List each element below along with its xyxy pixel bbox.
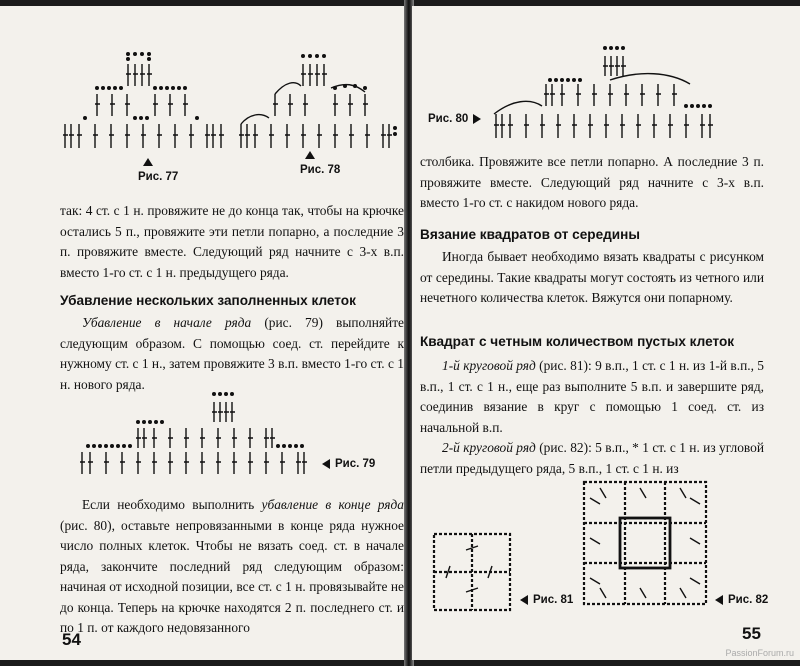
figure-80-caption: Рис. 80 bbox=[428, 113, 481, 125]
right-page bbox=[412, 6, 800, 660]
paragraph-3 bbox=[420, 356, 764, 479]
paragraph-3-text: (рис. 80), оставьте непровязанными в конце ряда нужное число полных клеток. Чтобы не вязать соед. ст. в начале ряда, закончите последний ряд следующим образом: начиная от исходной позиции, все ст. с 1 н. провязывайте не до конца. Теперь на крючке находятся 2 п. последнего ст. и по 1 п. от каждого недовязанного bbox=[60, 517, 404, 635]
left-page bbox=[0, 6, 406, 660]
paragraph-3-emphasis: убавление в конце ряда bbox=[261, 497, 404, 512]
paragraph-1: столбика. Провяжите все петли попарно. А последние 3 п. провяжите вместе. Следующий ряд начните с 3-х в.п. вместо 1-го ст. с накидом нового ряда. bbox=[420, 154, 764, 210]
figure-77-chart bbox=[55, 46, 255, 156]
paragraph-3-lead: Если необходимо выполнить bbox=[82, 497, 262, 512]
figure-81-caption: Рис. 81 bbox=[520, 594, 573, 606]
paragraph-2-emphasis: Убавление в начале ряда bbox=[82, 315, 252, 330]
figure-78-caption: Рис. 78 bbox=[300, 149, 340, 176]
paragraph-1: так: 4 ст. с 1 н. провяжите не до конца так, чтобы на крючке остались 5 п., провяжите эти петли попарно, а последние 3 п. провяжите вместе. Следующий ряд начните с 3-х в.п. вместо 1-го ст. с 1 н. предыдущего ряда. bbox=[60, 203, 404, 280]
figure-79-caption: Рис. 79 bbox=[322, 458, 375, 470]
page-number-left: 54 bbox=[62, 630, 81, 649]
paragraph-4-emphasis: 2-й круговой ряд bbox=[442, 440, 536, 455]
figure-78-chart bbox=[235, 52, 405, 152]
paragraph-2 bbox=[60, 313, 404, 395]
paragraph-3-text: (рис. 81): 9 в.п., 1 ст. с 1 н. из 1-й в.п., 5 в.п., 1 ст. с 1 н., еще раз выполните 5 в.п. и завершите ряд, соединив вязание в круг с помощью 1 соед. ст. из начальной в.п. bbox=[420, 358, 764, 435]
figure-80-chart bbox=[490, 40, 730, 150]
paragraph-2-text: (рис. 79) выполняйте следующим образом. С помощью соед. ст. перейдите к нужному ст. с 1 н., затем провяжите 3 в.п. вместо 1-го ст. с 1 н. нового ряда. bbox=[60, 315, 405, 392]
figure-77-caption: Рис. 77 bbox=[138, 156, 178, 183]
figure-81-chart bbox=[430, 530, 514, 614]
section-heading-1: Убавление нескольких заполненных клеток bbox=[60, 293, 356, 308]
paragraph-3 bbox=[60, 495, 404, 639]
page-number-right: 55 bbox=[742, 624, 761, 643]
section-heading-1: Вязание квадратов от середины bbox=[420, 227, 640, 242]
figure-79-chart bbox=[68, 390, 318, 476]
section-heading-2: Квадрат с четным количеством пустых клеток bbox=[420, 334, 735, 349]
paragraph-4-text: (рис. 82): 5 в.п., * 1 ст. с 1 н. из угловой петли предыдущего ряда, 5 в.п., 1 ст. с 1 н. из bbox=[420, 440, 765, 476]
figure-82-chart bbox=[580, 478, 710, 608]
paragraph-2: Иногда бывает необходимо вязать квадраты с рисунком от середины. Такие квадраты могут состоять из четного или нечетного количества клеток. Вяжутся они попарному. bbox=[420, 249, 764, 305]
paragraph-3-emphasis: 1-й круговой ряд bbox=[442, 358, 536, 373]
figure-82-caption: Рис. 82 bbox=[715, 594, 768, 606]
watermark: PassionForum.ru bbox=[725, 648, 794, 658]
